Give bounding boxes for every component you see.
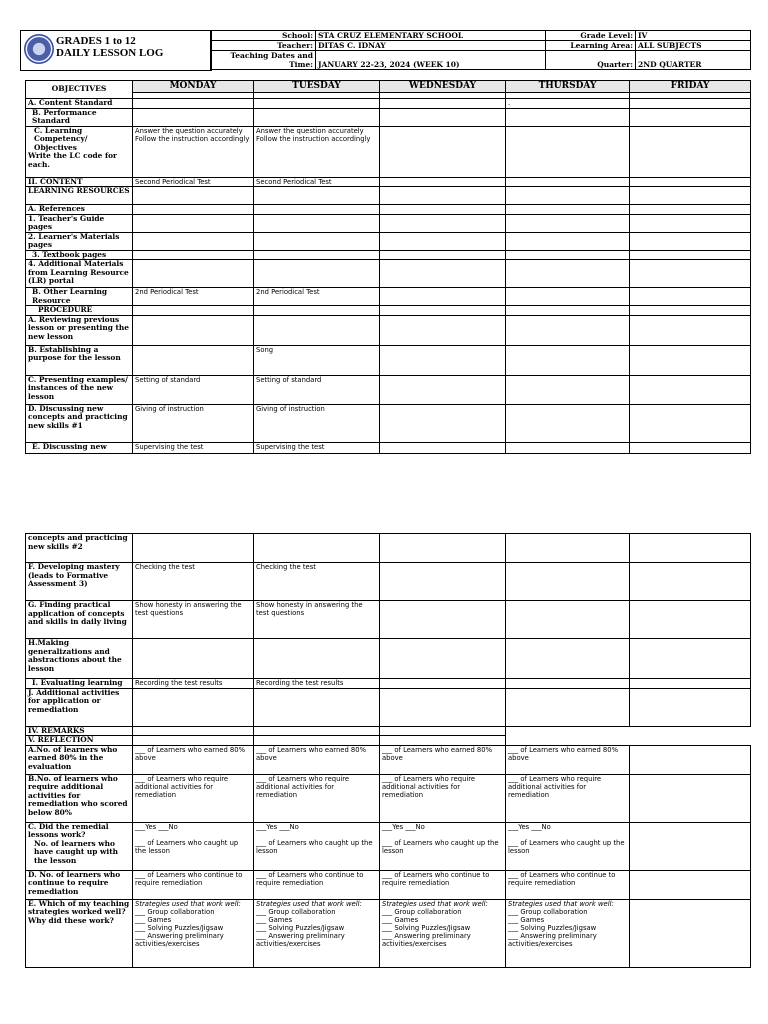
wed-strategies-list: ___ Group collaboration ___ Games ___ Solving Puzzles/Jigsaw ___ Answering preliminary activities/exercises <box>382 907 471 948</box>
row-reflection-d: D. No. of learners who continue to require remediation <box>26 870 133 899</box>
row-presenting: C. Presenting examples/ instances of the new lesson <box>26 375 133 404</box>
wednesday-header: WEDNESDAY <box>380 81 506 93</box>
thu-yes-no: ___Yes ___No <box>508 822 551 831</box>
thursday-dot: . <box>506 99 630 109</box>
mon-reflection-c <box>133 822 254 870</box>
row-reflection-b: B.No. of learners who require additional activities for remediation who scored below 80% <box>26 774 133 822</box>
row-developing-mastery: F. Developing mastery (leads to Formative Assessment 3) <box>26 563 133 601</box>
row-performance-standard: B. Performance Standard <box>26 108 133 126</box>
dates-value: JANUARY 22-23, 2024 (WEEK 10) <box>316 51 546 70</box>
teacher-label: Teacher: <box>211 41 316 51</box>
tue-reflection-c <box>254 822 380 870</box>
row-discussing-2: E. Discussing new <box>26 442 133 453</box>
header-info-table <box>210 30 751 70</box>
wed-reflection-e <box>380 899 506 967</box>
rc-sub-label: No. of learners who have caught up with the lesson <box>34 838 118 865</box>
mon-content: Second Periodical Test <box>133 177 254 187</box>
mon-lc: Answer the question accurately Follow the instruction accordingly <box>133 126 254 177</box>
wed-reflection-b: ___ of Learners who require additional activities for remediation <box>380 774 506 822</box>
row-learning-competency <box>26 126 133 177</box>
row-remarks: IV. REMARKS <box>26 726 133 736</box>
tue-lc: Answer the question accurately Follow the instruction accordingly <box>254 126 380 177</box>
logo-box <box>20 30 212 71</box>
thu-reflection-c <box>506 822 630 870</box>
row-reflection: V. REFLECTION <box>26 736 133 746</box>
row-textbook: 3. Textbook pages <box>26 250 133 260</box>
row-learners-materials: 2. Learner's Materials pages <box>26 232 133 250</box>
row-discussing-1: D. Discussing new concepts and practicing new skills #1 <box>26 404 133 442</box>
mon-reflection-e <box>133 899 254 967</box>
row-reviewing: A. Reviewing previous lesson or presenting the new lesson <box>26 315 133 345</box>
dates-label-2: Time: <box>289 60 313 69</box>
row-reflection-e: E. Which of my teaching strategies worked well? Why did these work? <box>26 899 133 967</box>
quarter-value: 2ND QUARTER <box>636 51 751 70</box>
tue-strategies-head: Strategies used that work well: <box>256 899 362 908</box>
row-content-standard: A. Content Standard <box>26 99 133 109</box>
wed-reflection-d: ___ of Learners who continue to require remediation <box>380 870 506 899</box>
mon-discussing-1: Giving of instruction <box>133 404 254 442</box>
wed-yes-no: ___Yes ___No <box>382 822 425 831</box>
row-content: II. CONTENT <box>26 177 133 187</box>
tuesday-header: TUESDAY <box>254 81 380 93</box>
row-purpose: B. Establishing a purpose for the lesson <box>26 345 133 375</box>
mon-reflection-d: ___ of Learners who continue to require remediation <box>133 870 254 899</box>
mon-caught-up: ___ of Learners who caught up the lesson <box>135 838 239 855</box>
deped-seal-icon <box>24 34 54 64</box>
area-value: ALL SUBJECTS <box>636 41 751 51</box>
tue-reflection-b: ___ of Learners who require additional activities for remediation <box>254 774 380 822</box>
tue-evaluating: Recording the test results <box>254 679 380 689</box>
mon-other: 2nd Periodical Test <box>133 288 254 306</box>
tue-caught-up: ___ of Learners who caught up the lesson <box>256 838 373 855</box>
tue-discussing-1: Giving of instruction <box>254 404 380 442</box>
tue-mastery: Checking the test <box>254 563 380 601</box>
tue-purpose: Song <box>254 345 380 375</box>
thursday-header: THURSDAY <box>506 81 630 93</box>
mon-yes-no: ___Yes ___No <box>135 822 178 831</box>
thu-reflection-d: ___ of Learners who continue to require remediation <box>506 870 630 899</box>
area-label: Learning Area: <box>546 41 636 51</box>
mon-mastery: Checking the test <box>133 563 254 601</box>
tue-practical: Show honesty in answering the test questions <box>254 601 380 639</box>
tue-reflection-e <box>254 899 380 967</box>
tue-other: 2nd Periodical Test <box>254 288 380 306</box>
objectives-header: OBJECTIVES <box>26 81 133 99</box>
rc-label: C. Did the remedial lessons work? <box>28 822 109 839</box>
dates-label <box>211 51 316 70</box>
thu-caught-up: ___ of Learners who caught up the lesson <box>508 838 625 855</box>
row-references: A. References <box>26 205 133 215</box>
thu-reflection-e <box>506 899 630 967</box>
mon-reflection-a: ___ of Learners who earned 80% above <box>133 745 254 774</box>
tue-content: Second Periodical Test <box>254 177 380 187</box>
quarter-label: Quarter: <box>546 51 636 70</box>
tue-yes-no: ___Yes ___No <box>256 822 299 831</box>
doc-title-line2: DAILY LESSON LOG <box>56 47 164 59</box>
lc-label: C. Learning Competency/ Objectives <box>34 126 88 152</box>
row-reflection-c <box>26 822 133 870</box>
mon-evaluating: Recording the test results <box>133 679 254 689</box>
tue-presenting: Setting of standard <box>254 375 380 404</box>
mon-strategies-head: Strategies used that work well: <box>135 899 241 908</box>
tue-strategies-list: ___ Group collaboration ___ Games ___ Solving Puzzles/Jigsaw ___ Answering preliminary activities/exercises <box>256 907 345 948</box>
row-learning-resources: LEARNING RESOURCES <box>26 187 133 205</box>
mon-practical: Show honesty in answering the test questions <box>133 601 254 639</box>
mon-presenting: Setting of standard <box>133 375 254 404</box>
row-teachers-guide: 1. Teacher's Guide pages <box>26 214 133 232</box>
thu-strategies-head: Strategies used that work well: <box>508 899 614 908</box>
wed-strategies-head: Strategies used that work well: <box>382 899 488 908</box>
thu-reflection-b: ___ of Learners who require additional activities for remediation <box>506 774 630 822</box>
tue-discussing-2: Supervising the test <box>254 442 380 453</box>
wed-reflection-a: ___ of Learners who earned 80% above <box>380 745 506 774</box>
wed-reflection-c <box>380 822 506 870</box>
thu-strategies-list: ___ Group collaboration ___ Games ___ Solving Puzzles/Jigsaw ___ Answering preliminary activities/exercises <box>508 907 597 948</box>
dates-label-1: Teaching Dates and <box>230 51 313 60</box>
grade-label: Grade Level: <box>546 31 636 41</box>
monday-header: MONDAY <box>133 81 254 93</box>
school-label: School: <box>211 31 316 41</box>
lc-note: Write the LC code for each. <box>28 151 117 169</box>
teacher-value: DITAS C. IDNAY <box>316 41 546 51</box>
grade-value: IV <box>636 31 751 41</box>
row-additional-materials: 4. Additional Materials from Learning Resource (LR) portal <box>26 260 133 288</box>
row-discussing-2-cont: concepts and practicing new skills #2 <box>26 534 133 563</box>
thu-reflection-a: ___ of Learners who earned 80% above <box>506 745 630 774</box>
friday-header: FRIDAY <box>630 81 751 93</box>
row-practical-application: G. Finding practical application of concepts and skills in daily living <box>26 601 133 639</box>
row-procedure: PROCEDURE <box>26 306 133 316</box>
mon-reflection-b: ___ of Learners who require additional activities for remediation <box>133 774 254 822</box>
school-value: STA CRUZ ELEMENTARY SCHOOL <box>316 31 546 41</box>
wed-caught-up: ___ of Learners who caught up the lesson <box>382 838 499 855</box>
row-generalizations: H.Making generalizations and abstractions about the lesson <box>26 639 133 679</box>
mon-strategies-list: ___ Group collaboration ___ Games ___ Solving Puzzles/Jigsaw ___ Answering preliminary activities/exercises <box>135 907 224 948</box>
row-additional-activities: J. Additional activities for application or remediation <box>26 688 133 726</box>
header <box>20 30 750 70</box>
lesson-log-table-2 <box>25 533 751 968</box>
lesson-log-table-1 <box>25 80 751 454</box>
tue-reflection-a: ___ of Learners who earned 80% above <box>254 745 380 774</box>
row-reflection-a: A.No. of learners who earned 80% in the evaluation <box>26 745 133 774</box>
tue-reflection-d: ___ of Learners who continue to require remediation <box>254 870 380 899</box>
row-other-resource: B. Other Learning Resource <box>26 288 133 306</box>
row-evaluating: I. Evaluating learning <box>26 679 133 689</box>
mon-discussing-2: Supervising the test <box>133 442 254 453</box>
doc-title-line1: GRADES 1 to 12 <box>56 35 136 47</box>
